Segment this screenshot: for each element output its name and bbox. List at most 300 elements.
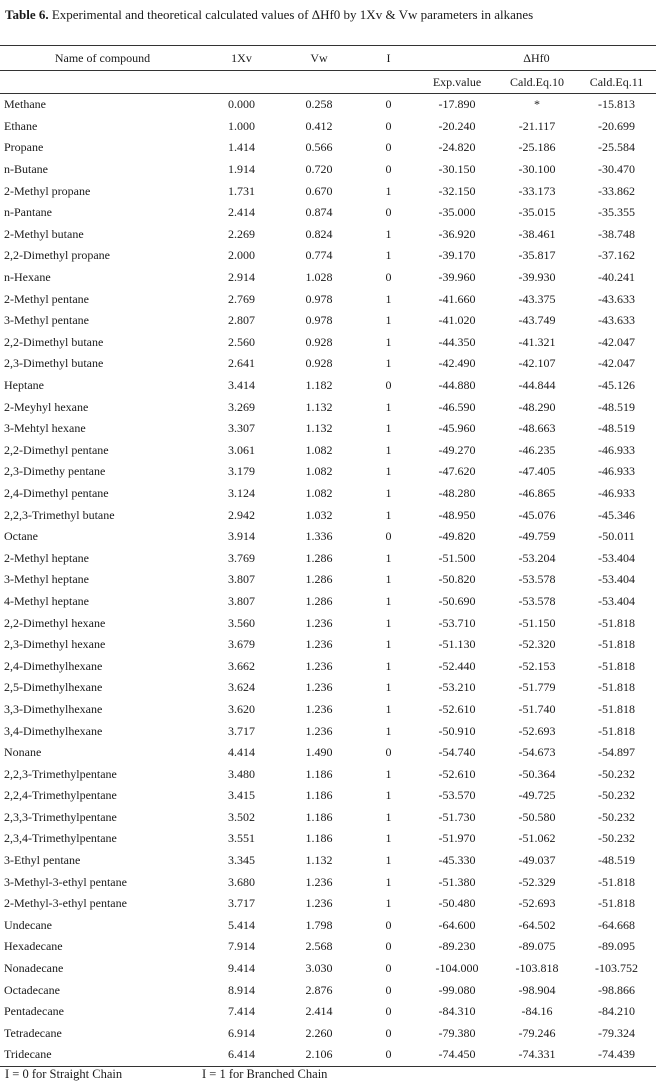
cell-c10: -41.321 (518, 334, 556, 349)
cell-i: 1 (385, 464, 392, 479)
cell-c10: -52.693 (518, 896, 556, 911)
cell-exp: -41.660 (438, 291, 476, 306)
cell-v: 0.978 (305, 313, 333, 328)
header-row-2 (0, 71, 656, 94)
cell-x: 3.179 (228, 464, 255, 479)
cell-name: Propane (4, 140, 44, 155)
cell-v: 2.414 (305, 1004, 333, 1019)
table-row (0, 699, 656, 721)
cell-v: 0.928 (305, 334, 333, 349)
cell-c11: -53.404 (598, 572, 635, 587)
cell-v: 1.798 (305, 917, 333, 932)
table-row (0, 828, 656, 850)
cell-c11: -38.748 (598, 226, 635, 241)
cell-exp: -52.440 (438, 658, 476, 673)
table-row (0, 547, 656, 569)
cell-i: 0 (385, 162, 392, 177)
cell-c10: -35.817 (518, 248, 556, 263)
table-row (0, 288, 656, 310)
header-i: I (360, 46, 417, 71)
cell-c10: -30.100 (518, 162, 556, 177)
cell-c10: -53.578 (518, 593, 556, 608)
cell-x: 3.680 (228, 874, 255, 889)
cell-i: 1 (385, 183, 392, 198)
cell-exp: -50.820 (438, 572, 476, 587)
cell-x: 6.914 (228, 1025, 255, 1040)
header-delta-hf0: ΔHf0 (417, 46, 656, 71)
cell-x: 2.000 (228, 248, 255, 263)
cell-name: 2,4-Dimethyl pentane (4, 485, 109, 500)
cell-name: Pentadecane (4, 1004, 64, 1019)
cell-c10: -84.16 (521, 1004, 553, 1019)
cell-exp: -51.130 (438, 637, 476, 652)
cell-c10: -53.578 (518, 572, 556, 587)
table-row (0, 137, 656, 159)
cell-name: 3-Mehtyl hexane (4, 421, 86, 436)
cell-i: 0 (385, 982, 392, 997)
table-body (0, 94, 656, 1067)
cell-c11: -40.241 (598, 270, 635, 285)
cell-exp: -52.610 (438, 701, 476, 716)
cell-exp: -42.490 (438, 356, 476, 371)
cell-exp: -20.240 (438, 118, 476, 133)
cell-i: 1 (385, 485, 392, 500)
cell-name: 2-Methyl-3-ethyl pentane (4, 896, 127, 911)
table-row (0, 591, 656, 613)
table-row (0, 440, 656, 462)
footnote-straight-chain: I = 0 for Straight Chain (5, 1067, 123, 1081)
cell-v: 2.106 (278, 1044, 360, 1066)
cell-exp: -64.600 (438, 917, 476, 932)
table-row (0, 116, 656, 138)
cell-name: n-Pantane (4, 205, 52, 220)
cell-c11: -30.470 (598, 162, 635, 177)
cell-c10: -103.818 (515, 961, 559, 976)
cell-x: 3.560 (228, 615, 255, 630)
cell-i: 1 (385, 334, 392, 349)
cell-v: 0.670 (305, 183, 333, 198)
cell-exp: -74.450 (417, 1044, 497, 1066)
table-row (0, 245, 656, 267)
cell-exp: -45.330 (438, 853, 476, 868)
cell-c10: -52.329 (518, 874, 556, 889)
cell-x: 2.269 (228, 226, 255, 241)
cell-exp: -39.960 (438, 270, 476, 285)
cell-v: 0.874 (305, 205, 333, 220)
cell-i: 1 (385, 226, 392, 241)
cell-i: 1 (385, 507, 392, 522)
cell-name: 2-Methyl heptane (4, 550, 89, 565)
cell-c10: -79.246 (518, 1025, 556, 1040)
cell-v: 1.186 (305, 809, 333, 824)
cell-exp: -53.570 (438, 788, 476, 803)
table-row (0, 958, 656, 980)
cell-exp: -35.000 (438, 205, 476, 220)
cell-c10: -38.461 (518, 226, 556, 241)
cell-x: 3.414 (228, 378, 255, 393)
cell-name: Methane (4, 97, 46, 112)
cell-c11: -43.633 (598, 291, 635, 306)
cell-name: Octadecane (4, 982, 60, 997)
cell-c11: -84.210 (598, 1004, 635, 1019)
cell-c11: -46.933 (598, 485, 635, 500)
cell-c10: -74.331 (497, 1044, 577, 1066)
cell-v: 1.186 (305, 766, 333, 781)
cell-i: 1 (385, 615, 392, 630)
cell-name: Nonadecane (4, 961, 64, 976)
cell-x: 2.560 (228, 334, 255, 349)
cell-name: Nonane (4, 745, 42, 760)
cell-name: 2,2,3-Trimethyl butane (4, 507, 115, 522)
cell-c10: -52.320 (518, 637, 556, 652)
cell-exp: -51.730 (438, 809, 476, 824)
cell-i: 1 (385, 874, 392, 889)
table-row (0, 180, 656, 202)
cell-name: 2,3-Dimethy pentane (4, 464, 106, 479)
cell-c11: -74.439 (577, 1044, 656, 1066)
table-row (0, 677, 656, 699)
cell-c10: -35.015 (518, 205, 556, 220)
cell-c11: -43.633 (598, 313, 635, 328)
cell-x: 1.000 (228, 118, 255, 133)
cell-exp: -104.000 (435, 961, 479, 976)
header-row-1 (0, 46, 656, 71)
cell-x: 3.807 (228, 572, 255, 587)
cell-v: 1.236 (305, 637, 333, 652)
cell-v: 1.336 (305, 529, 333, 544)
cell-c11: -51.818 (598, 680, 635, 695)
cell-c11: -45.346 (598, 507, 635, 522)
cell-exp: -48.280 (438, 485, 476, 500)
cell-x: 2.914 (228, 270, 255, 285)
cell-c11: -33.862 (598, 183, 635, 198)
cell-i: 1 (385, 658, 392, 673)
cell-name: 3-Methyl heptane (4, 572, 89, 587)
cell-c10: -45.076 (518, 507, 556, 522)
cell-c10: -33.173 (518, 183, 556, 198)
cell-i: 1 (385, 766, 392, 781)
cell-c11: -53.404 (598, 593, 635, 608)
table-row (0, 893, 656, 915)
cell-x: 3.620 (228, 701, 255, 716)
cell-v: 1.286 (305, 550, 333, 565)
header-compound-name: Name of compound (0, 46, 205, 71)
cell-v: 0.978 (305, 291, 333, 306)
cell-x: 3.061 (228, 442, 255, 457)
cell-exp: -51.500 (438, 550, 476, 565)
cell-i: 1 (385, 356, 392, 371)
header-cald-eq10: Cald.Eq.10 (497, 71, 577, 94)
table-row (0, 1023, 656, 1045)
cell-c11: -50.232 (598, 831, 635, 846)
cell-x: 3.345 (228, 853, 255, 868)
cell-exp: -53.210 (438, 680, 476, 695)
cell-i: 1 (385, 831, 392, 846)
cell-name: 2,2-Dimethyl butane (4, 334, 104, 349)
cell-exp: -24.820 (438, 140, 476, 155)
cell-name: 2,2-Dimethyl pentane (4, 442, 109, 457)
cell-x: 1.414 (228, 140, 255, 155)
cell-c10: -98.904 (518, 982, 556, 997)
cell-exp: -17.890 (438, 97, 476, 112)
cell-v: 1.132 (305, 853, 333, 868)
cell-i: 0 (385, 917, 392, 932)
cell-c11: -103.752 (595, 961, 638, 976)
cell-exp: -48.950 (438, 507, 476, 522)
table-row (0, 1001, 656, 1023)
cell-exp: -44.880 (438, 378, 476, 393)
cell-name: 3,3-Dimethylhexane (4, 701, 103, 716)
cell-exp: -50.910 (438, 723, 476, 738)
cell-x: 8.914 (228, 982, 255, 997)
cell-exp: -32.150 (438, 183, 476, 198)
cell-name: 2,4-Dimethylhexane (4, 658, 103, 673)
cell-i: 0 (385, 1004, 392, 1019)
header-1xv: 1Xv (205, 46, 278, 71)
cell-i: 0 (385, 205, 392, 220)
cell-i: 0 (385, 118, 392, 133)
cell-c11: -50.232 (598, 788, 635, 803)
table-row (0, 807, 656, 829)
cell-v: 1.236 (305, 874, 333, 889)
cell-c11: -50.011 (598, 529, 635, 544)
cell-exp: -45.960 (438, 421, 476, 436)
cell-name: 3-Ethyl pentane (4, 853, 81, 868)
cell-i: 1 (385, 313, 392, 328)
table-row (0, 483, 656, 505)
cell-i: 1 (385, 399, 392, 414)
cell-name: 2,3-Dimethyl hexane (4, 637, 106, 652)
cell-x: 3.914 (228, 529, 255, 544)
cell-name: 2,2-Dimethyl hexane (4, 615, 106, 630)
cell-c10: -46.235 (518, 442, 556, 457)
cell-name: 2-Methyl propane (4, 183, 91, 198)
cell-exp: -49.270 (438, 442, 476, 457)
cell-c10: -51.150 (518, 615, 556, 630)
cell-exp: -52.610 (438, 766, 476, 781)
cell-i: 1 (385, 788, 392, 803)
cell-x: 3.679 (228, 637, 255, 652)
cell-x: 3.807 (228, 593, 255, 608)
cell-c10: -47.405 (518, 464, 556, 479)
cell-exp: -47.620 (438, 464, 476, 479)
cell-c10: -51.740 (518, 701, 556, 716)
cell-c11: -64.668 (598, 917, 635, 932)
cell-x: 3.624 (228, 680, 255, 695)
header-cald-eq11: Cald.Eq.11 (577, 71, 656, 94)
cell-v: 1.082 (305, 464, 333, 479)
cell-i: 1 (385, 701, 392, 716)
cell-name: 2,2,4-Trimethylpentane (4, 788, 117, 803)
cell-exp: -84.310 (438, 1004, 476, 1019)
cell-c10: -39.930 (518, 270, 556, 285)
cell-c11: -51.818 (598, 701, 635, 716)
cell-x: 2.769 (228, 291, 255, 306)
cell-x: 2.942 (228, 507, 255, 522)
cell-c10: -48.663 (518, 421, 556, 436)
cell-c11: -45.126 (598, 378, 635, 393)
table-row (0, 763, 656, 785)
cell-name: 2,2-Dimethyl propane (4, 248, 110, 263)
table-row (0, 526, 656, 548)
cell-v: 1.490 (305, 745, 333, 760)
cell-c10: -51.779 (518, 680, 556, 695)
cell-x: 7.914 (228, 939, 255, 954)
cell-exp: -89.230 (438, 939, 476, 954)
cell-name: Tridecane (0, 1044, 205, 1066)
cell-v: 2.568 (305, 939, 333, 954)
cell-c10: -53.204 (518, 550, 556, 565)
cell-name: 2,5-Dimethylhexane (4, 680, 103, 695)
cell-name: Undecane (4, 917, 52, 932)
cell-x: 3.269 (228, 399, 255, 414)
cell-c11: -15.813 (598, 97, 635, 112)
cell-x: 3.415 (228, 788, 255, 803)
table-row (0, 871, 656, 893)
cell-c11: -98.866 (598, 982, 635, 997)
cell-x: 2.414 (228, 205, 255, 220)
table-row (0, 94, 656, 116)
cell-i: 0 (385, 529, 392, 544)
cell-c10: -51.062 (518, 831, 556, 846)
table-row (0, 569, 656, 591)
cell-v: 1.236 (305, 680, 333, 695)
cell-name: 3-Methyl-3-ethyl pentane (4, 874, 127, 889)
cell-name: 4-Methyl heptane (4, 593, 89, 608)
cell-v: 0.824 (305, 226, 333, 241)
cell-v: 1.032 (305, 507, 333, 522)
cell-i: 1 (385, 291, 392, 306)
cell-c10: -64.502 (518, 917, 556, 932)
cell-v: 1.186 (305, 831, 333, 846)
cell-exp: -41.020 (438, 313, 476, 328)
cell-name: 3-Methyl pentane (4, 313, 89, 328)
table-row (0, 612, 656, 634)
table-row (0, 785, 656, 807)
cell-x: 6.414 (205, 1044, 278, 1066)
header-exp-value: Exp.value (417, 71, 497, 94)
cell-c11: -46.933 (598, 464, 635, 479)
cell-c10: -49.037 (518, 853, 556, 868)
cell-c11: -35.355 (598, 205, 635, 220)
cell-i: 1 (385, 809, 392, 824)
cell-x: 1.731 (228, 183, 255, 198)
cell-v: 1.082 (305, 485, 333, 500)
cell-i: 1 (385, 248, 392, 263)
cell-v: 0.566 (305, 140, 333, 155)
cell-i: 1 (385, 442, 392, 457)
cell-name: Heptane (4, 378, 44, 393)
cell-i: 1 (385, 593, 392, 608)
cell-x: 3.662 (228, 658, 255, 673)
cell-c11: -53.404 (598, 550, 635, 565)
cell-x: 0.000 (228, 97, 255, 112)
cell-c11: -50.232 (598, 809, 635, 824)
cell-exp: -53.710 (438, 615, 476, 630)
cell-i: 0 (385, 97, 392, 112)
cell-i: 0 (385, 140, 392, 155)
cell-name: 2-Methyl butane (4, 226, 84, 241)
cell-c10: -49.759 (518, 529, 556, 544)
table-row (0, 936, 656, 958)
table-row (0, 504, 656, 526)
cell-name: Tetradecane (4, 1025, 62, 1040)
cell-v: 1.028 (305, 270, 333, 285)
table-row (0, 1044, 656, 1066)
table-row (0, 353, 656, 375)
cell-exp: -44.350 (438, 334, 476, 349)
cell-exp: -36.920 (438, 226, 476, 241)
table-row (0, 634, 656, 656)
table-row (0, 915, 656, 937)
table-label: Table 6. (5, 7, 49, 22)
cell-c10: -25.186 (518, 140, 556, 155)
table-row (0, 202, 656, 224)
cell-i: 0 (385, 745, 392, 760)
cell-x: 5.414 (228, 917, 255, 932)
cell-name: 3,4-Dimethylhexane (4, 723, 103, 738)
cell-c11: -37.162 (598, 248, 635, 263)
cell-name: 2-Meyhyl hexane (4, 399, 89, 414)
cell-i: 1 (385, 853, 392, 868)
cell-x: 3.769 (228, 550, 255, 565)
cell-c10: -42.107 (518, 356, 556, 371)
cell-v: 1.286 (305, 593, 333, 608)
cell-i: 0 (385, 270, 392, 285)
cell-c11: -46.933 (598, 442, 635, 457)
cell-c11: -54.897 (598, 745, 635, 760)
table-row (0, 720, 656, 742)
cell-x: 3.124 (228, 485, 255, 500)
cell-c10: -50.364 (518, 766, 556, 781)
cell-c11: -51.818 (598, 874, 635, 889)
cell-v: 2.876 (305, 982, 333, 997)
table-row (0, 224, 656, 246)
cell-i: 1 (385, 421, 392, 436)
cell-i: 1 (385, 680, 392, 695)
cell-exp: -99.080 (438, 982, 476, 997)
cell-exp: -51.380 (438, 874, 476, 889)
cell-name: Ethane (4, 118, 38, 133)
cell-v: 1.132 (305, 421, 333, 436)
cell-name: 2-Methyl pentane (4, 291, 89, 306)
cell-v: 0.774 (305, 248, 333, 263)
table-row (0, 418, 656, 440)
cell-c11: -51.818 (598, 723, 635, 738)
cell-exp: -46.590 (438, 399, 476, 414)
cell-v: 1.236 (305, 658, 333, 673)
cell-c10: -21.117 (518, 118, 556, 133)
table-row (0, 375, 656, 397)
cell-i: 0 (385, 939, 392, 954)
cell-c10: -43.749 (518, 313, 556, 328)
table-row (0, 850, 656, 872)
cell-c10: * (534, 97, 540, 112)
cell-i: 0 (385, 961, 392, 976)
cell-exp: -49.820 (438, 529, 476, 544)
table-caption-text: Experimental and theoretical calculated values of ΔHf0 by 1Xv & Vw parameters in alkanes (48, 7, 534, 22)
cell-i: 1 (385, 572, 392, 587)
cell-exp: -79.380 (438, 1025, 476, 1040)
cell-c11: -51.818 (598, 658, 635, 673)
cell-c11: -48.519 (598, 399, 635, 414)
cell-c11: -42.047 (598, 356, 635, 371)
cell-v: 3.030 (305, 961, 333, 976)
cell-name: Octane (4, 529, 38, 544)
cell-v: 0.258 (305, 97, 333, 112)
cell-exp: -54.740 (438, 745, 476, 760)
cell-c11: -89.095 (598, 939, 635, 954)
